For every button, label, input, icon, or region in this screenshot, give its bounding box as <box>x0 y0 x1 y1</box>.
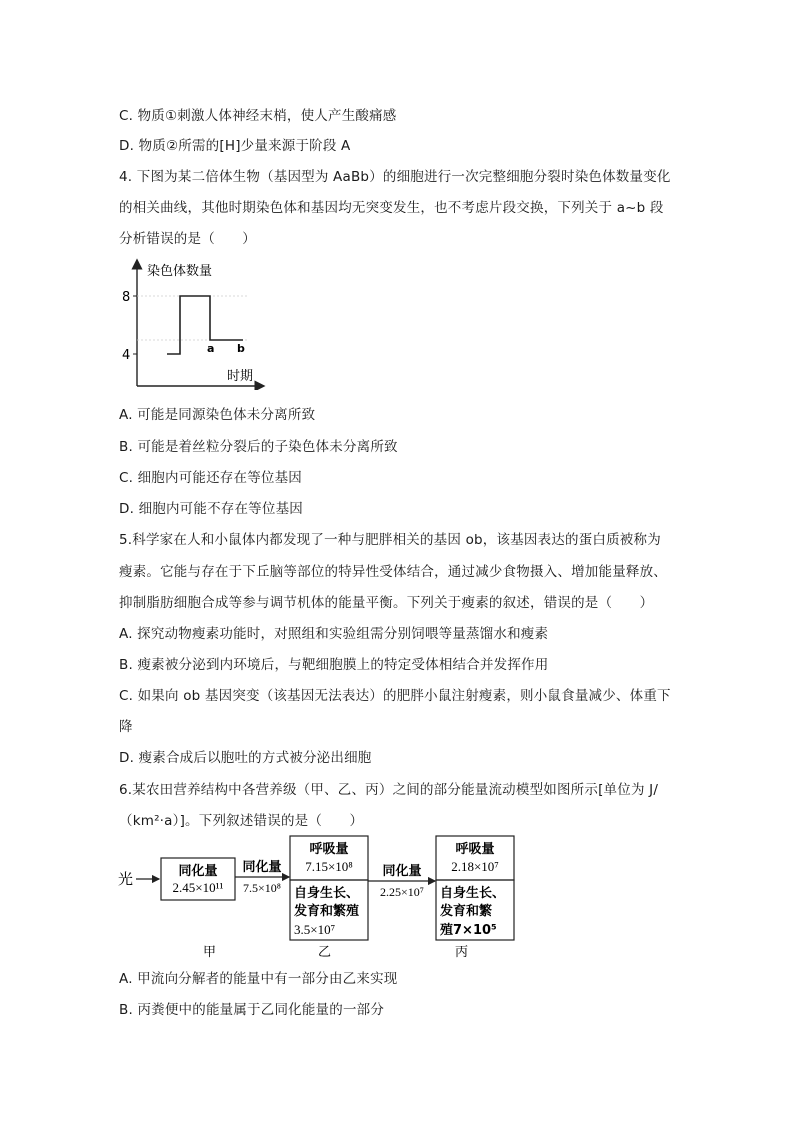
yi-respiration-value: 7.15×10⁸ <box>305 859 353 874</box>
q4-option-a: A. 可能是同源染色体未分离所致 <box>119 407 316 423</box>
arrow2-value: 2.25×10⁷ <box>380 885 424 899</box>
q5-option-b: B. 瘦素被分泌到内环境后，与靶细胞膜上的特定受体相结合并发挥作用 <box>119 657 549 673</box>
q6-option-b: B. 丙粪便中的能量属于乙同化能量的一部分 <box>119 1002 385 1018</box>
yi-growth-line-2: 发育和繁殖 <box>294 904 360 919</box>
question-5-line-2: 瘦素。它能与存在于下丘脑等部位的特异性受体结合，通过减少食物摄入、增加能量释放、 <box>119 564 667 580</box>
jia-assimilation-title: 同化量 <box>178 864 218 879</box>
question-4-line-1: 4. 下图为某二倍体生物（基因型为 AaBb）的细胞进行一次完整细胞分裂时染色体数量变化 <box>119 169 671 185</box>
energy-flow-diagram <box>112 830 532 960</box>
name-bing: 丙 <box>455 945 469 960</box>
q5-option-c-line-2: 降 <box>119 719 133 735</box>
bing-growth-line-3: 殖7×10⁵ <box>440 923 497 938</box>
bing-growth-line-2: 发育和繁 <box>440 904 493 919</box>
question-5-line-3: 抑制脂肪细胞合成等参与调节机体的能量平衡。下列关于瘦素的叙述，错误的是（ ） <box>119 595 654 611</box>
q4-option-c: C. 细胞内可能还存在等位基因 <box>119 470 303 486</box>
option-c-q3: C. 物质①刺激人体神经末梢，使人产生酸痛感 <box>119 108 397 124</box>
x-axis-label: 时期 <box>227 369 254 384</box>
arrow1-value: 7.5×10⁸ <box>243 881 281 895</box>
point-label-a: a <box>207 342 215 355</box>
arrow2-title: 同化量 <box>382 864 422 879</box>
light-label: 光 <box>118 870 134 888</box>
name-jia: 甲 <box>203 945 217 960</box>
question-4-line-2: 的相关曲线，其他时期染色体和基因均无突变发生，也不考虑片段交换，下列关于 a~b 段 <box>119 200 664 216</box>
name-yi: 乙 <box>318 945 332 960</box>
q5-option-d: D. 瘦素合成后以胞吐的方式被分泌出细胞 <box>119 750 372 766</box>
q4-option-d: D. 细胞内可能不存在等位基因 <box>119 501 303 517</box>
yi-growth-line-1: 自身生长、 <box>294 886 360 901</box>
question-4-line-3: 分析错误的是（ ） <box>119 231 256 247</box>
q6-option-a: A. 甲流向分解者的能量中有一部分由乙来实现 <box>119 971 398 987</box>
q5-option-c-line-1: C. 如果向 ob 基因突变（该基因无法表达）的肥胖小鼠注射瘦素，则小鼠食量减少、体重下 <box>119 688 671 704</box>
q4-option-b: B. 可能是着丝粒分裂后的子染色体未分离所致 <box>119 439 398 455</box>
chromosome-count-line <box>167 296 243 354</box>
point-label-b: b <box>237 342 245 355</box>
y-axis-label: 染色体数量 <box>147 264 213 279</box>
jia-assimilation-value: 2.45×10¹¹ <box>172 880 224 895</box>
chromosome-chart <box>118 258 268 390</box>
question-6-line-2: （km²·a）]。下列叙述错误的是（ ） <box>119 813 364 829</box>
yi-growth-value: 3.5×10⁷ <box>294 922 336 937</box>
question-6-line-1: 6.某农田营养结构中各营养级（甲、乙、丙）之间的部分能量流动模型如图所示[单位为 J/ <box>119 782 659 798</box>
ytick-label-8: 8 <box>122 290 131 305</box>
question-5-line-1: 5.科学家在人和小鼠体内都发现了一种与肥胖相关的基因 ob，该基因表达的蛋白质被称为 <box>119 532 661 548</box>
yi-respiration-title: 呼吸量 <box>309 842 349 857</box>
arrow1-title: 同化量 <box>242 860 282 875</box>
bing-respiration-title: 呼吸量 <box>455 842 495 857</box>
option-d-q3: D. 物质②所需的[H]少量来源于阶段 A <box>119 138 351 154</box>
bing-growth-line-1: 自身生长、 <box>440 886 506 901</box>
ytick-label-4: 4 <box>122 348 131 363</box>
q5-option-a: A. 探究动物瘦素功能时，对照组和实验组需分别饲喂等量蒸馏水和瘦素 <box>119 626 549 642</box>
bing-respiration-value: 2.18×10⁷ <box>451 859 499 874</box>
